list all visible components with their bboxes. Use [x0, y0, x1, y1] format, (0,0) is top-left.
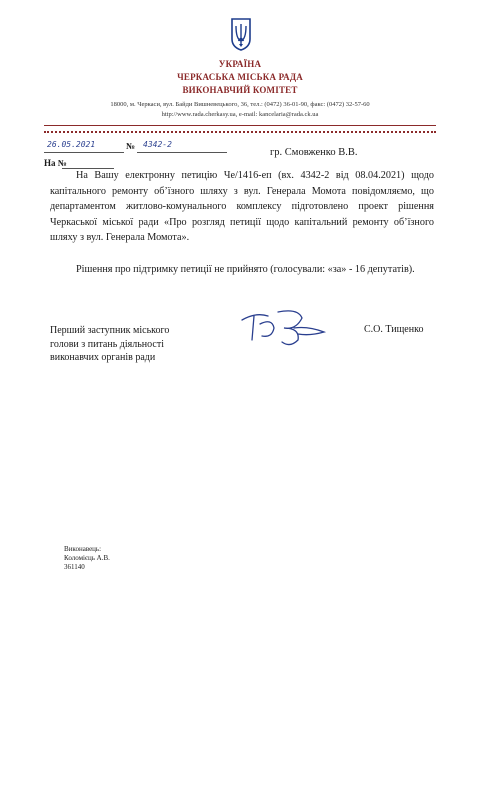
executor-label: Виконавець: — [64, 545, 102, 553]
number-field — [137, 141, 227, 153]
executor-name: Коломієць А.В. — [64, 554, 110, 562]
trident-emblem-icon — [230, 17, 252, 51]
recipient: гр. Смовженко В.В. — [270, 147, 358, 158]
executor-phone: 361140 — [64, 563, 85, 571]
registration-number: 4342-2 — [143, 140, 172, 149]
registration-date: 26.05.2021 — [47, 140, 96, 149]
date-field — [44, 141, 124, 153]
signatory-position — [50, 324, 169, 365]
position-line-1: Перший заступник міського — [50, 325, 170, 336]
address-line: 18000, м. Черкаси, вул. Байди Вишневецького, 36, тел.: (0472) 36-01-90, факс: (0472) 32-57-60 — [110, 101, 370, 108]
web-contact-line: http://www.rada.cherkasy.ua, e-mail: kancelaria@rada.ck.ua — [161, 111, 319, 118]
country-heading: УКРАЇНА — [218, 59, 262, 69]
executor-block — [64, 545, 110, 572]
header-divider — [44, 125, 436, 133]
position-line-3: виконавчих органів ради — [50, 352, 156, 363]
handwritten-signature-icon — [238, 306, 330, 350]
council-heading: ЧЕРКАСЬКА МІСЬКА РАДА — [177, 72, 303, 82]
reply-label: На № — [44, 158, 67, 168]
committee-heading: ВИКОНАВЧИЙ КОМІТЕТ — [182, 85, 298, 95]
body-paragraph-1: На Вашу електронну петицію Че/1416-еп (вх. 4342-2 від 08.04.2021) щодо капітального ремонту об’їзного шляху з вул. Генерала Момота повідомляємо, що департаментом житлово-комунального комплексу підготовлено проект рішення Черкаської міської ради «Про розгляд петиції щодо капітальний ремонту об’їзного шляху з вул. Генерала Момота». — [50, 170, 434, 244]
body-paragraph-2: Рішення про підтримку петиції не прийнято (голосували: «за» - 16 депутатів). — [76, 264, 415, 275]
position-line-2: голови з питань діяльності — [50, 338, 164, 350]
signatory-name: С.О. Тищенко — [364, 324, 424, 335]
registration-block — [44, 137, 244, 167]
number-label: № — [126, 141, 136, 151]
